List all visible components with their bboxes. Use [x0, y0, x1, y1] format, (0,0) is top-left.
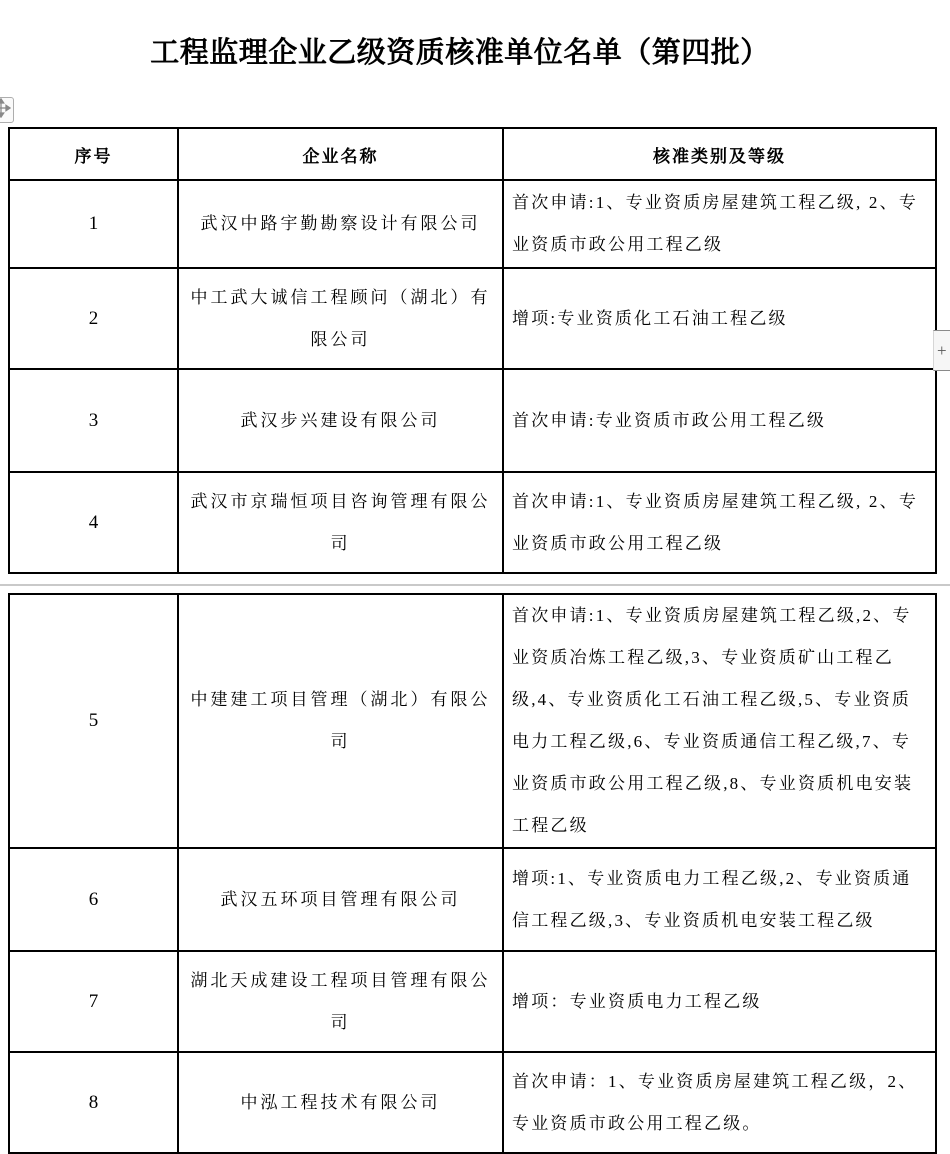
cell-approval-category: 首次申请:专业资质市政公用工程乙级	[503, 369, 936, 472]
column-header-approval: 核准类别及等级	[503, 128, 936, 180]
cell-company-name: 中工武大诚信工程顾问（湖北）有限公司	[178, 268, 503, 369]
cell-approval-category: 首次申请:1、专业资质房屋建筑工程乙级, 2、专业资质市政公用工程乙级	[503, 180, 936, 268]
cell-seq: 8	[9, 1052, 178, 1153]
table-row	[9, 472, 936, 573]
cell-company-name: 武汉步兴建设有限公司	[178, 369, 503, 472]
page-break-divider	[0, 584, 950, 586]
move-table-icon	[0, 98, 11, 123]
table-row	[9, 951, 936, 1052]
approval-table-2-body	[9, 594, 936, 1153]
cell-company-name: 湖北天成建设工程项目管理有限公司	[178, 951, 503, 1052]
table-row	[9, 268, 936, 369]
header-row	[9, 128, 936, 180]
cell-company-name: 武汉中路宇勤勘察设计有限公司	[178, 180, 503, 268]
table-row	[9, 180, 936, 268]
cell-company-name: 武汉市京瑞恒项目咨询管理有限公司	[178, 472, 503, 573]
cell-seq: 4	[9, 472, 178, 573]
cell-approval-category: 增项：专业资质电力工程乙级	[503, 951, 936, 1052]
cell-seq: 1	[9, 180, 178, 268]
column-header-company: 企业名称	[178, 128, 503, 180]
table-row	[9, 1052, 936, 1153]
table-row	[9, 848, 936, 951]
table-row	[9, 594, 936, 848]
cell-approval-category: 首次申请:1、专业资质房屋建筑工程乙级, 2、专业资质市政公用工程乙级	[503, 472, 936, 573]
cell-seq: 6	[9, 848, 178, 951]
cell-approval-category: 首次申请：1、专业资质房屋建筑工程乙级，2、专业资质市政公用工程乙级。	[503, 1052, 936, 1153]
cell-seq: 3	[9, 369, 178, 472]
plus-button[interactable]	[933, 330, 950, 371]
cell-company-name: 武汉五环项目管理有限公司	[178, 848, 503, 951]
approval-table-1-body	[9, 180, 936, 573]
cell-approval-category: 增项:1、专业资质电力工程乙级,2、专业资质通信工程乙级,3、专业资质机电安装工程乙级	[503, 848, 936, 951]
cell-seq: 2	[9, 268, 178, 369]
table-row	[9, 369, 936, 472]
document-title: 工程监理企业乙级资质核准单位名单（第四批）	[150, 37, 770, 69]
cell-approval-category: 增项:专业资质化工石油工程乙级	[503, 268, 936, 369]
cell-seq: 7	[9, 951, 178, 1052]
cell-seq: 5	[9, 594, 178, 848]
table-move-handle[interactable]	[0, 97, 14, 123]
cell-company-name: 中泓工程技术有限公司	[178, 1052, 503, 1153]
cell-company-name: 中建建工项目管理（湖北）有限公司	[178, 594, 503, 848]
approval-table-part1	[8, 127, 937, 574]
cell-approval-category: 首次申请:1、专业资质房屋建筑工程乙级,2、专业资质冶炼工程乙级,3、专业资质矿山工程乙级,4、专业资质化工石油工程乙级,5、专业资质电力工程乙级,6、专业资质通信工程乙级,7、专业资质市政公用工程乙级,8、专业资质机电安装工程乙级	[503, 594, 936, 848]
approval-table-part2	[8, 593, 937, 1154]
column-header-seq: 序号	[9, 128, 178, 180]
plus-icon: +	[937, 340, 947, 360]
